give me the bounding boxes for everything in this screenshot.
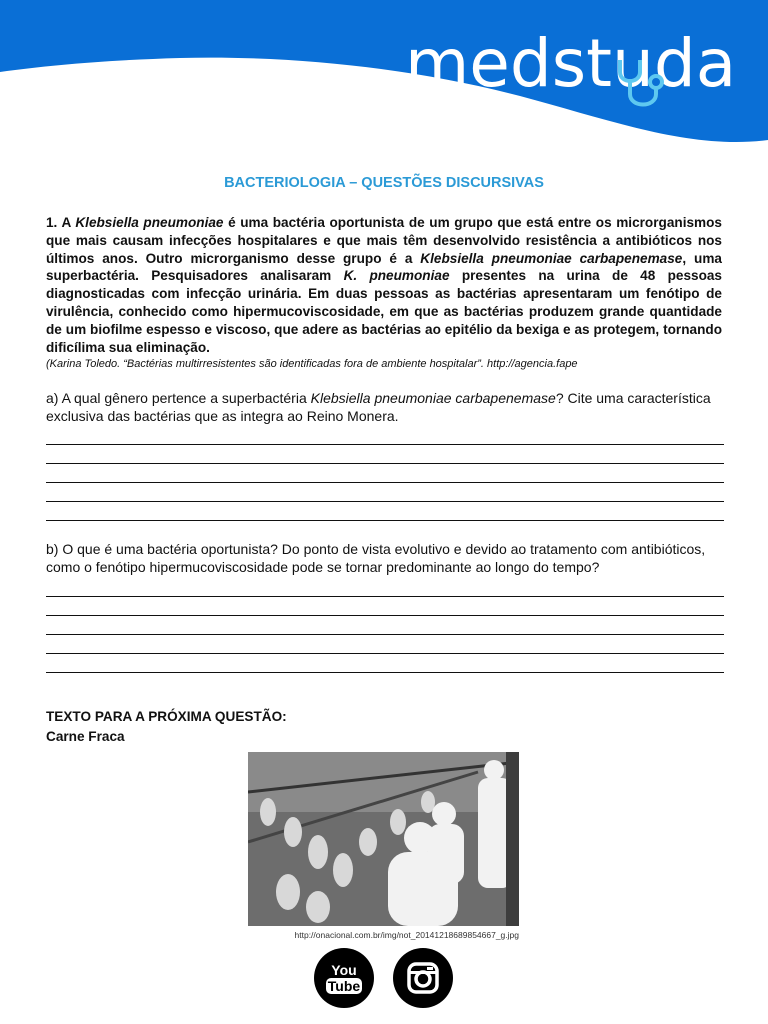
question-1-text: 1. A Klebsiella pneumoniae é uma bactéria oportunista de um grupo que está entre os microrganismos que mais causam infecções hospitalares e que mais têm desenvolvido resistência a antibióticos nos últimos anos. Outro microrganismo desse grupo é a Klebsiella pneumoniae carbapenemase, uma superbactéria. Pesquisadores analisaram K. pneumoniae presentes na urina de 48 pessoas diagnosticadas com infecção urinária. Em duas pessoas as bactérias apresentaram um fenótipo de virulência, conhecido como hipermucoviscosidade, em que as bactérias produzem grande quantidade de um biofilme espesso e viscoso, que adere as bactérias ao epitélio da bexiga e as protegem, tornando dificílima sua eliminação. <box>46 215 722 355</box>
answer-line[interactable] <box>46 502 724 521</box>
svg-text:Tube: Tube <box>327 978 361 994</box>
answer-line[interactable] <box>46 635 724 654</box>
meat-factory-photo <box>248 752 519 926</box>
svg-text:You: You <box>331 962 357 978</box>
next-question-heading: TEXTO PARA A PRÓXIMA QUESTÃO: <box>46 709 287 724</box>
answer-line[interactable] <box>46 597 724 616</box>
instagram-icon[interactable] <box>393 948 453 1008</box>
next-question-subtitle: Carne Fraca <box>46 729 125 744</box>
answer-lines-a[interactable] <box>46 426 724 521</box>
answer-line[interactable] <box>46 445 724 464</box>
answer-line[interactable] <box>46 654 724 673</box>
source-citation: (Karina Toledo. “Bactérias multirresistentes são identificadas fora de ambiente hospitalar”. http://agencia.fape <box>46 358 578 370</box>
answer-line[interactable] <box>46 426 724 445</box>
question-b-text: b) O que é uma bactéria oportunista? Do ponto de vista evolutivo e devido ao tratamento com antibióticos, como o fenótipo hipermucoviscosidade pode se tornar predominante ao longo do tempo? <box>46 541 706 575</box>
answer-line[interactable] <box>46 616 724 635</box>
question-a-text: a) A qual gênero pertence a superbactéria Klebsiella pneumoniae carbapenemase? Cite uma característica exclusiva das bactérias que as integra ao Reino Monera. <box>46 390 711 424</box>
answer-line[interactable] <box>46 483 724 502</box>
answer-line[interactable] <box>46 464 724 483</box>
page-title: BACTERIOLOGIA – QUESTÕES DISCURSIVAS <box>224 175 544 191</box>
brand-logo[interactable]: medstuda <box>405 25 737 102</box>
image-credit: http://onacional.com.br/img/not_20141218689854667_g.jpg <box>294 930 519 940</box>
stethoscope-icon <box>612 56 672 116</box>
answer-lines-b[interactable] <box>46 578 724 673</box>
answer-line[interactable] <box>46 578 724 597</box>
youtube-icon[interactable] <box>314 948 374 1008</box>
